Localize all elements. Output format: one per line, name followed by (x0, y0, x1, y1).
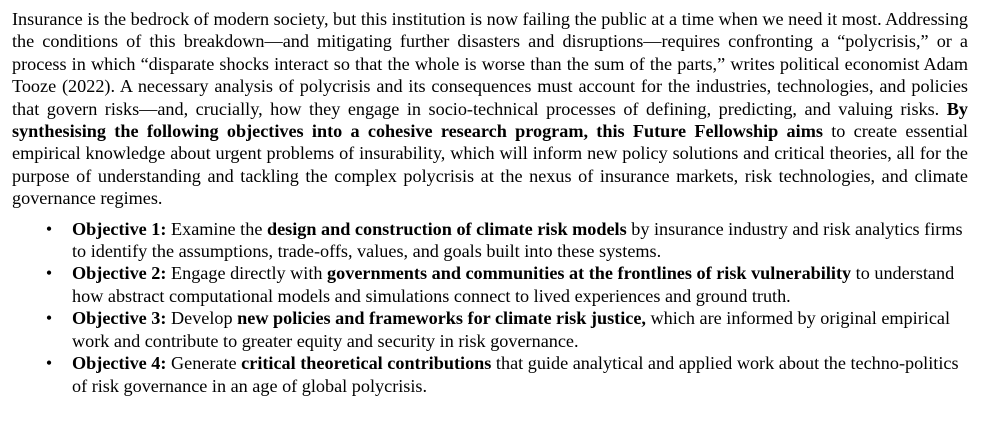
objective-label: Objective 4: (72, 353, 167, 374)
objective-emphasis: design and construction of climate risk models (266, 218, 627, 239)
objective-text: Engage directly with (166, 263, 328, 284)
objective-text: Generate (166, 353, 242, 374)
bullet-icon: • (45, 308, 53, 329)
objectives-list (12, 218, 968, 397)
intro-paragraph (12, 8, 968, 210)
document-body (12, 8, 968, 397)
objective-emphasis: critical theoretical contributions (241, 353, 492, 374)
objective-text: by insurance industry and risk analytics firms to identify the assumptions, trade-offs, values, and goals built into these systems. (72, 218, 963, 262)
objective-label: Objective 2: (72, 263, 167, 284)
objective-emphasis: governments and communities at the frontlines of risk vulnerability (327, 263, 852, 284)
objective-text: to understand how abstract computational models and simulations connect to lived experiences and ground truth. (72, 263, 955, 306)
objective-label: Objective 3: (72, 308, 167, 329)
intro-text-1: Insurance is the bedrock of modern society, but this institution is now failing the public at a time when we need it most. Addressing the conditions of this breakdown—and mitigating further disasters and disruptions—requires confronting a “polycrisis,” or a process in which “disparate shocks interact so that the whole is worse than the sum of the parts,” writes political economist Adam Tooze (2022). A necessary analysis of polycrisis and its consequences must account for the industries, technologies, and policies that govern risks—and, crucially, how they engage in socio-technical processes of defining, predicting, and valuing risks. (12, 9, 969, 119)
objective-text: Examine the (166, 218, 267, 239)
objective-item (12, 352, 968, 397)
bullet-icon: • (45, 218, 53, 239)
objective-emphasis: new policies and frameworks for climate risk justice, (237, 308, 646, 329)
objective-text: Develop (166, 308, 238, 329)
objective-item (12, 262, 968, 307)
objective-item (12, 307, 968, 352)
bullet-icon: • (45, 353, 53, 374)
objective-text: which are informed by original empirical work and contribute to greater equity and security in risk governance. (72, 308, 951, 351)
objective-label: Objective 1: (72, 218, 167, 239)
intro-text-2: to create essential empirical knowledge about urgent problems of insurability, which will inform new policy solutions and critical theories, all for the purpose of understanding and tackling the complex polycrisis at the nexus of insurance markets, risk technologies, and climate governance regimes. (12, 121, 968, 209)
objective-text: that guide analytical and applied work about the techno-politics of risk governance in an age of global polycrisis. (72, 353, 959, 396)
objective-item (12, 218, 968, 263)
intro-bold-statement: By synthesising the following objectives into a cohesive research program, this Future Fellowship aims (12, 98, 968, 142)
bullet-icon: • (45, 263, 53, 284)
